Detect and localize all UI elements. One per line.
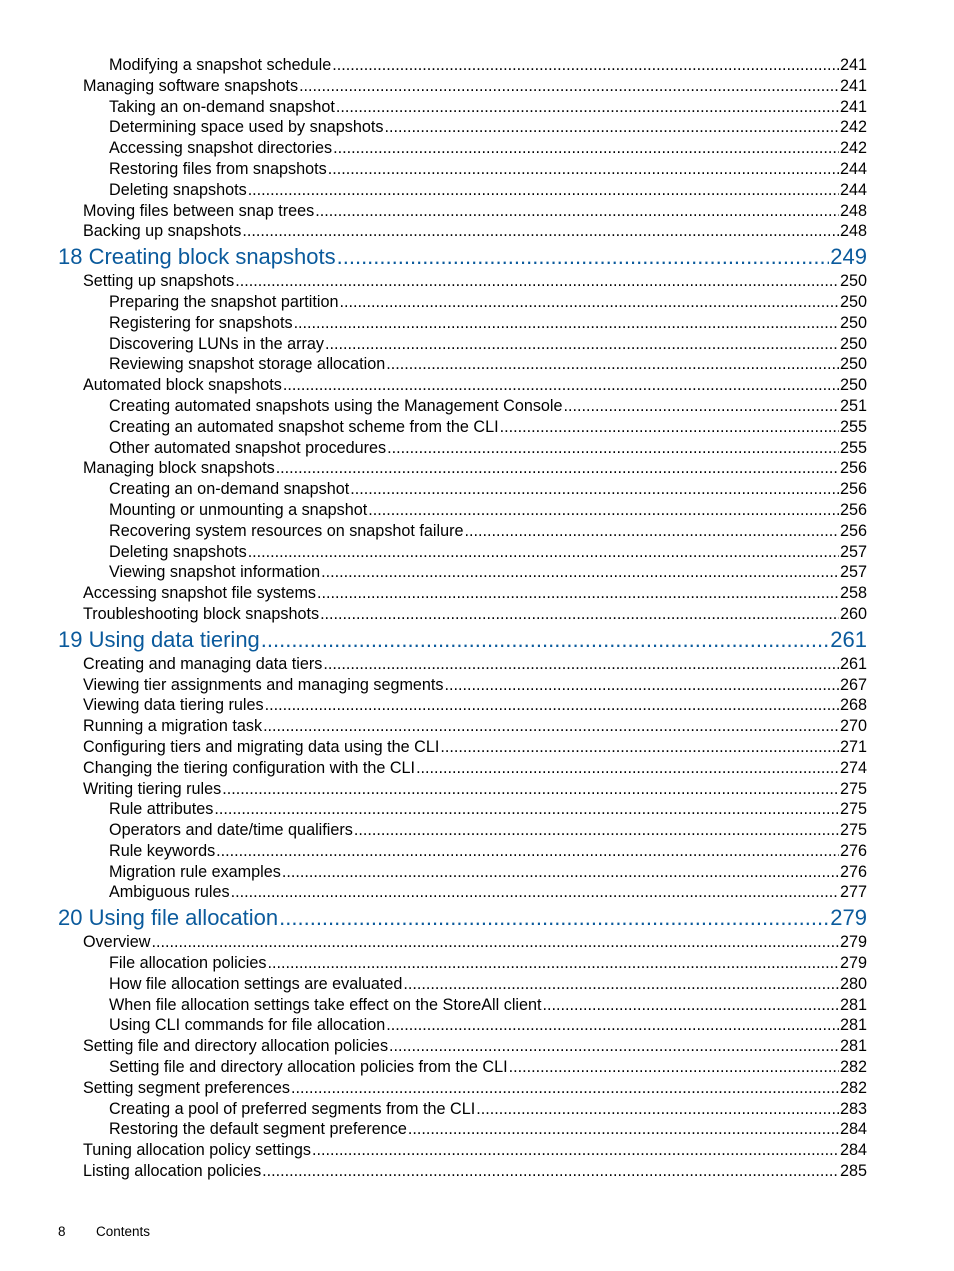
dot-leader [323, 654, 839, 675]
toc-entry[interactable] [83, 654, 867, 675]
toc-entry-title: Taking an on-demand snapshot [109, 97, 335, 116]
dot-leader [235, 271, 839, 292]
toc-entry-page: 275 [839, 821, 867, 840]
dot-leader [282, 862, 839, 883]
toc-entry[interactable] [83, 737, 867, 758]
toc-entry-page: 250 [839, 376, 867, 395]
dot-leader [350, 479, 839, 500]
toc-entry-page: 250 [839, 272, 867, 291]
toc-entry-page: 275 [839, 800, 867, 819]
dot-leader [320, 604, 839, 625]
toc-entry-title: Backing up snapshots [83, 222, 242, 241]
toc-entry-page: 250 [839, 292, 867, 311]
toc-entry[interactable] [109, 55, 867, 76]
dot-leader [465, 521, 839, 542]
toc-entry-page: 250 [839, 334, 867, 353]
dot-leader [321, 562, 839, 583]
toc-entry-page: 261 [839, 654, 867, 673]
dot-leader [315, 201, 839, 222]
toc-entry-title: Changing the tiering configuration with the CLI [83, 758, 416, 777]
toc-entry-page: 281 [839, 1016, 867, 1035]
dot-leader [294, 313, 839, 334]
toc-entry[interactable] [109, 396, 867, 417]
toc-entry-title: Setting file and directory allocation policies from the CLI [109, 1058, 508, 1077]
dot-leader [261, 623, 829, 657]
toc-entry-title: Setting up snapshots [83, 272, 235, 291]
dot-leader [509, 1057, 839, 1078]
dot-leader [387, 438, 839, 459]
toc-entry[interactable] [109, 1099, 867, 1120]
toc-entry-title: Mounting or unmounting a snapshot [109, 500, 368, 519]
toc-entry-title: Registering for snapshots [109, 313, 293, 332]
toc-chapter-entry[interactable] [58, 240, 867, 274]
dot-leader [333, 138, 839, 159]
dot-leader [354, 820, 839, 841]
toc-entry[interactable] [109, 521, 867, 542]
toc-entry[interactable] [83, 583, 867, 604]
toc-entry-title: Creating and managing data tiers [83, 654, 323, 673]
toc-entry-page: 256 [839, 500, 867, 519]
dot-leader [312, 1140, 839, 1161]
toc-entry[interactable] [109, 117, 867, 138]
toc-entry-page: 241 [839, 56, 867, 74]
toc-entry-title: 20 Using file allocation [58, 901, 279, 935]
toc-entry-title: Using CLI commands for file allocation [109, 1016, 386, 1035]
toc-entry-page: 241 [839, 76, 867, 95]
toc-entry[interactable] [109, 820, 867, 841]
toc-entry-title: Deleting snapshots [109, 542, 247, 561]
toc-entry[interactable] [109, 953, 867, 974]
toc-entry[interactable] [109, 180, 867, 201]
toc-entry-page: 284 [839, 1120, 867, 1139]
toc-chapter-entry[interactable] [58, 901, 867, 935]
toc-entry[interactable] [109, 1015, 867, 1036]
dot-leader [283, 375, 839, 396]
toc-entry-title: Configuring tiers and migrating data using the CLI [83, 737, 440, 756]
toc-entry-title: Viewing tier assignments and managing segments [83, 675, 444, 694]
toc-entry-page: 256 [839, 459, 867, 478]
toc-entry-title: Accessing snapshot file systems [83, 584, 317, 603]
toc-entry[interactable] [109, 500, 867, 521]
toc-entry-title: Creating a pool of preferred segments from the CLI [109, 1099, 476, 1118]
toc-entry-page: 274 [839, 758, 867, 777]
toc-entry[interactable] [83, 1161, 867, 1182]
toc-entry-title: Managing block snapshots [83, 459, 275, 478]
toc-entry[interactable] [109, 862, 867, 883]
toc-entry-page: 250 [839, 313, 867, 332]
toc-entry-title: 19 Using data tiering [58, 623, 261, 657]
dot-leader [263, 716, 839, 737]
toc-entry-page: 248 [839, 222, 867, 241]
toc-entry-page: 251 [839, 396, 867, 415]
toc-entry-page: 277 [839, 883, 867, 902]
dot-leader [336, 97, 839, 118]
dot-leader [216, 841, 839, 862]
toc-entry[interactable] [83, 1140, 867, 1161]
toc-entry-page: 250 [839, 355, 867, 374]
dot-leader [265, 695, 839, 716]
toc-entry[interactable] [83, 76, 867, 97]
toc-entry[interactable] [109, 542, 867, 563]
toc-entry-page: 279 [839, 954, 867, 973]
toc-entry[interactable] [109, 354, 867, 375]
dot-leader [384, 117, 839, 138]
dot-leader [214, 799, 839, 820]
toc-entry-page: 244 [839, 159, 867, 178]
toc-entry-title: Preparing the snapshot partition [109, 292, 339, 311]
dot-leader [440, 737, 839, 758]
toc-chapter-entry[interactable] [58, 623, 867, 657]
toc-entry[interactable] [83, 271, 867, 292]
toc-entry[interactable] [109, 138, 867, 159]
toc-entry-title: Creating automated snapshots using the Management Console [109, 396, 563, 415]
toc-entry-title: Managing software snapshots [83, 76, 299, 95]
dot-leader [222, 779, 839, 800]
toc-entry-title: File allocation policies [109, 954, 267, 973]
footer-page-number: 8 [58, 1224, 66, 1239]
dot-leader [332, 55, 839, 76]
toc-entry[interactable] [109, 562, 867, 583]
toc-entry-title: Other automated snapshot procedures [109, 438, 387, 457]
toc-entry[interactable] [109, 479, 867, 500]
dot-leader [248, 180, 839, 201]
dot-leader [500, 417, 839, 438]
toc-entry-page: 279 [839, 933, 867, 952]
toc-entry-title: 18 Creating block snapshots [58, 240, 337, 274]
toc-entry-title: Discovering LUNs in the array [109, 334, 325, 353]
page-footer [58, 1223, 150, 1241]
toc-entry-title: Moving files between snap trees [83, 201, 315, 220]
toc-entry-title: Restoring the default segment preference [109, 1120, 407, 1139]
toc-entry-page: 271 [839, 737, 867, 756]
table-of-contents [0, 55, 954, 1182]
dot-leader [276, 458, 839, 479]
toc-entry[interactable] [109, 334, 867, 355]
toc-entry[interactable] [83, 779, 867, 800]
toc-entry[interactable] [109, 882, 867, 903]
dot-leader [368, 500, 839, 521]
toc-entry[interactable] [109, 313, 867, 334]
toc-entry-title: Automated block snapshots [83, 376, 282, 395]
toc-entry-page: 242 [839, 139, 867, 158]
toc-entry-page: 241 [839, 97, 867, 116]
toc-entry-title: Recovering system resources on snapshot failure [109, 521, 464, 540]
toc-entry[interactable] [109, 438, 867, 459]
toc-entry[interactable] [83, 1036, 867, 1057]
toc-entry-title: Tuning allocation policy settings [83, 1141, 311, 1160]
toc-entry-title: Rule keywords [109, 841, 216, 860]
toc-entry-page: 257 [839, 563, 867, 582]
toc-entry[interactable] [83, 458, 867, 479]
dot-leader [408, 1119, 839, 1140]
toc-entry-page: 256 [839, 521, 867, 540]
toc-entry[interactable] [109, 841, 867, 862]
toc-entry[interactable] [109, 974, 867, 995]
toc-entry[interactable] [109, 97, 867, 118]
dot-leader [564, 396, 839, 417]
toc-entry-title: Accessing snapshot directories [109, 139, 333, 158]
toc-entry-title: Troubleshooting block snapshots [83, 604, 320, 623]
toc-entry-page: 267 [839, 675, 867, 694]
toc-entry-page: 249 [830, 244, 867, 270]
toc-entry-page: 242 [839, 118, 867, 137]
toc-entry[interactable] [109, 417, 867, 438]
toc-entry-page: 284 [839, 1141, 867, 1160]
dot-leader [337, 240, 830, 274]
toc-entry[interactable] [83, 1078, 867, 1099]
toc-entry-page: 258 [839, 584, 867, 603]
toc-entry[interactable] [83, 695, 867, 716]
toc-entry-title: Rule attributes [109, 800, 214, 819]
dot-leader [231, 882, 839, 903]
toc-entry[interactable] [83, 932, 867, 953]
toc-entry[interactable] [109, 799, 867, 820]
toc-entry-page: 244 [839, 180, 867, 199]
toc-entry[interactable] [83, 758, 867, 779]
dot-leader [325, 334, 839, 355]
toc-entry-title: Operators and date/time qualifiers [109, 821, 353, 840]
dot-leader [267, 953, 839, 974]
toc-entry[interactable] [83, 221, 867, 242]
toc-entry-title: Running a migration task [83, 717, 263, 736]
toc-entry-page: 256 [839, 480, 867, 499]
dot-leader [389, 1036, 839, 1057]
toc-entry[interactable] [109, 292, 867, 313]
dot-leader [299, 76, 839, 97]
toc-entry[interactable] [109, 159, 867, 180]
dot-leader [386, 1015, 839, 1036]
toc-entry-page: 261 [830, 626, 867, 652]
toc-entry[interactable] [109, 1119, 867, 1140]
dot-leader [339, 292, 839, 313]
dot-leader [291, 1078, 839, 1099]
toc-entry-title: Setting file and directory allocation policies [83, 1037, 389, 1056]
toc-entry-page: 257 [839, 542, 867, 561]
dot-leader [543, 995, 839, 1016]
toc-entry-title: Reviewing snapshot storage allocation [109, 355, 386, 374]
toc-entry-page: 275 [839, 779, 867, 798]
toc-entry-page: 276 [839, 862, 867, 881]
toc-entry-page: 279 [830, 905, 867, 931]
dot-leader [262, 1161, 839, 1182]
toc-entry-page: 282 [839, 1078, 867, 1097]
toc-entry-page: 280 [839, 974, 867, 993]
toc-entry-page: 276 [839, 841, 867, 860]
toc-entry-title: Writing tiering rules [83, 779, 222, 798]
dot-leader [386, 354, 839, 375]
toc-entry[interactable] [83, 716, 867, 737]
toc-entry[interactable] [109, 995, 867, 1016]
toc-entry-title: Ambiguous rules [109, 883, 230, 902]
toc-entry-page: 260 [839, 604, 867, 623]
dot-leader [279, 901, 829, 935]
dot-leader [476, 1099, 839, 1120]
dot-leader [151, 932, 839, 953]
dot-leader [403, 974, 839, 995]
toc-entry-title: Overview [83, 933, 151, 952]
toc-entry[interactable] [83, 675, 867, 696]
dot-leader [317, 583, 839, 604]
toc-entry-page: 281 [839, 995, 867, 1014]
toc-entry-page: 268 [839, 696, 867, 715]
toc-entry-title: Listing allocation policies [83, 1162, 262, 1181]
toc-entry-page: 255 [839, 417, 867, 436]
toc-entry-page: 283 [839, 1099, 867, 1118]
toc-entry-title: Viewing data tiering rules [83, 696, 264, 715]
dot-leader [248, 542, 839, 563]
toc-entry-page: 255 [839, 438, 867, 457]
dot-leader [445, 675, 839, 696]
toc-entry-title: Deleting snapshots [109, 180, 247, 199]
toc-entry[interactable] [83, 604, 867, 625]
toc-entry-page: 248 [839, 201, 867, 220]
toc-entry-title: Determining space used by snapshots [109, 118, 384, 137]
toc-entry-title: When file allocation settings take effect on the StoreAll client [109, 995, 542, 1014]
toc-entry-title: Modifying a snapshot schedule [109, 56, 332, 74]
footer-label: Contents [96, 1224, 151, 1239]
toc-entry-title: Viewing snapshot information [109, 563, 321, 582]
dot-leader [242, 221, 839, 242]
dot-leader [416, 758, 839, 779]
toc-entry-page: 270 [839, 717, 867, 736]
toc-entry-page: 281 [839, 1037, 867, 1056]
toc-entry-page: 285 [839, 1162, 867, 1181]
toc-entry-title: Migration rule examples [109, 862, 281, 881]
dot-leader [328, 159, 839, 180]
toc-entry-title: Creating an automated snapshot scheme from the CLI [109, 417, 499, 436]
toc-entry[interactable] [109, 1057, 867, 1078]
toc-entry[interactable] [83, 201, 867, 222]
toc-entry-title: Restoring files from snapshots [109, 159, 327, 178]
toc-entry-title: Setting segment preferences [83, 1078, 290, 1097]
toc-entry-title: How file allocation settings are evaluated [109, 974, 403, 993]
toc-entry[interactable] [83, 375, 867, 396]
toc-entry-page: 282 [839, 1058, 867, 1077]
toc-entry-title: Creating an on-demand snapshot [109, 480, 350, 499]
